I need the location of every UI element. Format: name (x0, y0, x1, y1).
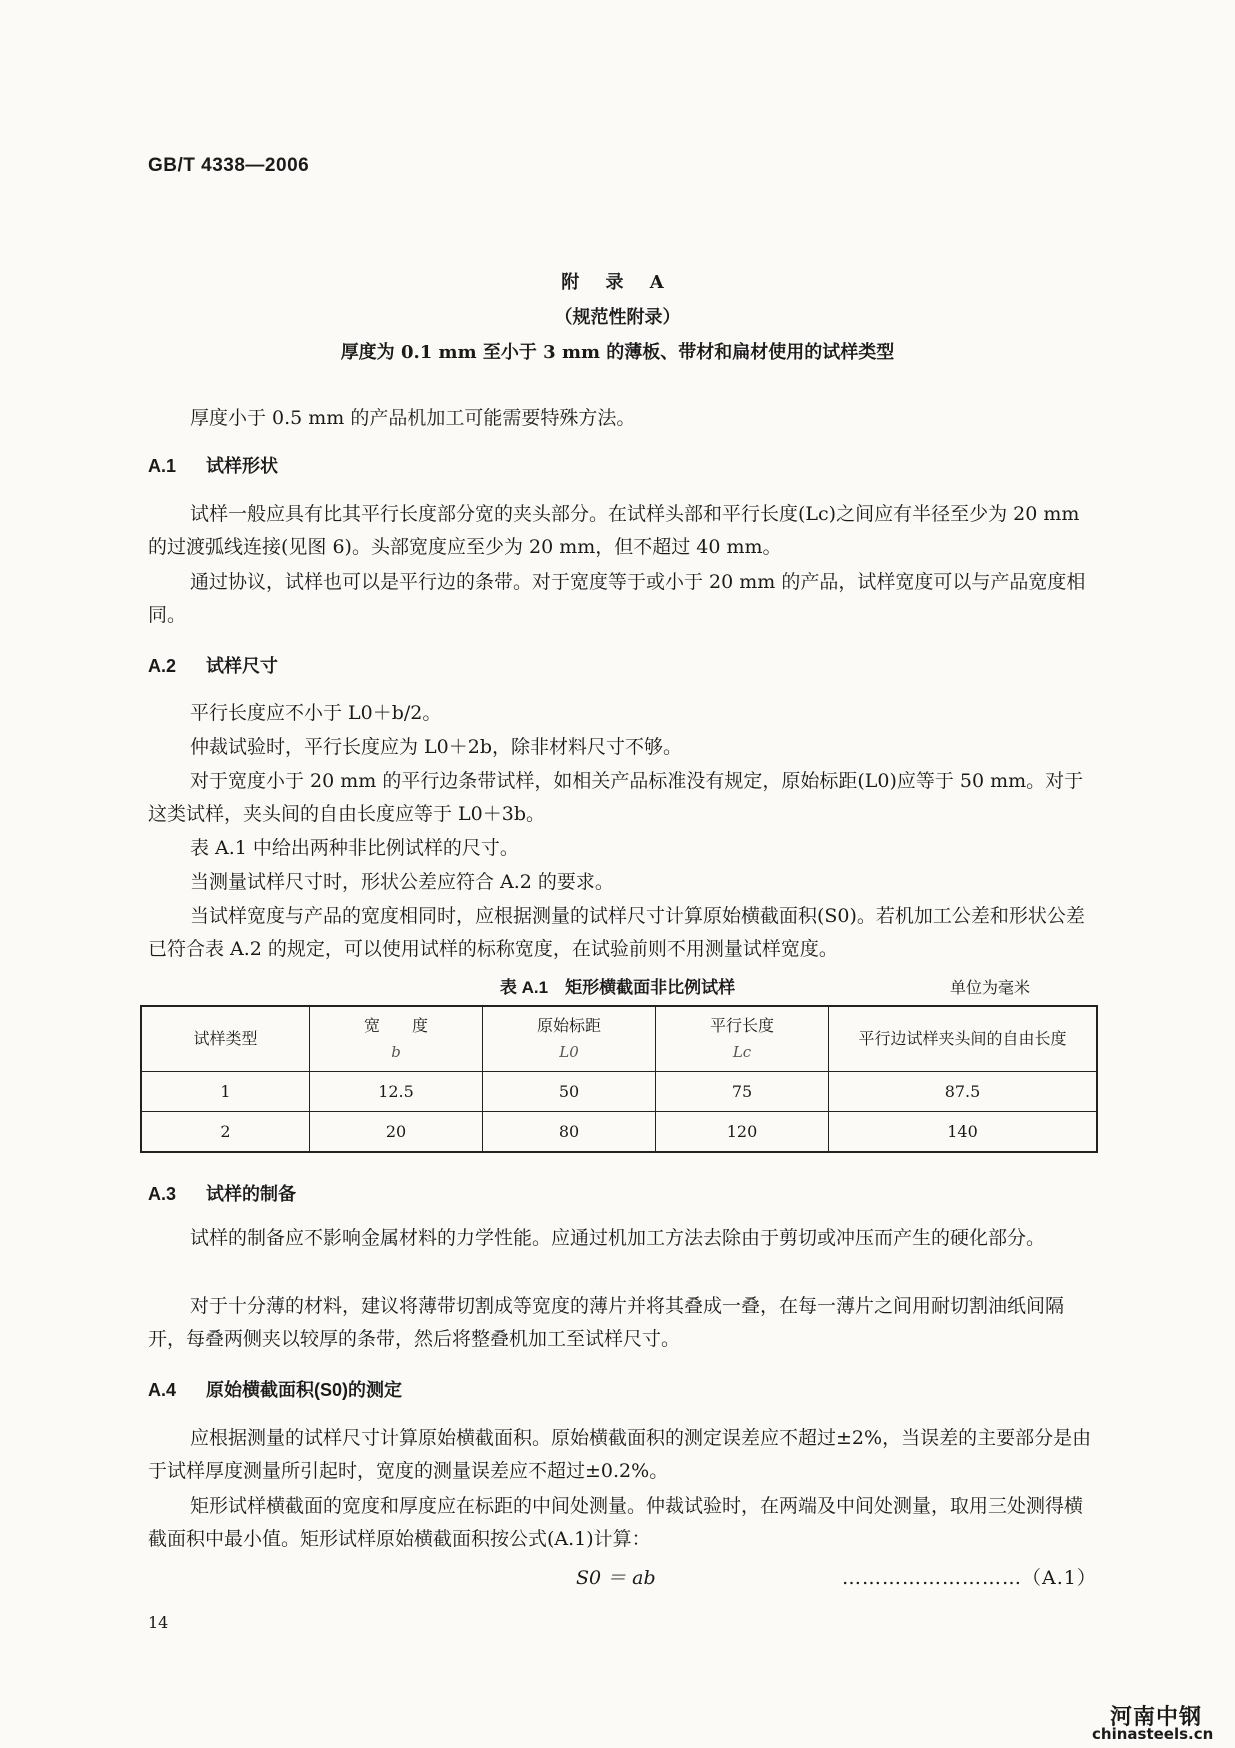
table-cell: 120 (656, 1112, 829, 1153)
table-unit: 单位为毫米 (950, 978, 1031, 997)
table-row (141, 1112, 1097, 1153)
formula: S0 ＝ ab (576, 1567, 656, 1589)
document-id: GB/T 4338—2006 (148, 155, 310, 176)
section-heading-a2 (148, 652, 278, 678)
intro-paragraph: 厚度小于 0.5 mm 的产品机加工可能需要特殊方法。 (190, 407, 636, 429)
header-symbol: L0 (559, 1043, 579, 1061)
header-cell: 试样类型 (141, 1006, 310, 1072)
table-row (141, 1072, 1097, 1112)
header-symbol: Lc (732, 1043, 752, 1061)
section-title: 试样尺寸 (206, 656, 278, 676)
header-cell: 平行长度 Lc (656, 1006, 829, 1072)
table-cell: 75 (656, 1072, 829, 1112)
a4-paragraph-2: 矩形试样横截面的宽度和厚度应在标距的中间处测量。仲裁试验时，在两端及中间处测量，取用三处测得横截面积中最小值。矩形试样原始横截面积按公式(A.1)计算： (148, 1495, 1084, 1550)
header-cell: 平行边试样夹头间的自由长度 (829, 1006, 1098, 1072)
table-cell: 12.5 (310, 1072, 483, 1112)
table-cell: 140 (829, 1112, 1098, 1153)
table-cell: 80 (483, 1112, 656, 1153)
page-number: 14 (148, 1613, 169, 1632)
section-heading-a4 (148, 1376, 402, 1402)
section-number: A.2 (148, 656, 177, 676)
section-heading-a3 (148, 1180, 296, 1206)
appendix-heading: 厚度为 0.1 mm 至小于 3 mm 的薄板、带材和扁材使用的试样类型 (340, 342, 895, 363)
appendix-title: 附 录 A (561, 272, 674, 293)
section-number: A.3 (148, 1184, 177, 1204)
section-number: A.4 (148, 1380, 177, 1400)
a2-paragraph-3: 对于宽度小于 20 mm 的平行边条带试样，如相关产品标准没有规定，原始标距(L0)应等于 50 mm。对于这类试样，夹头间的自由长度应等于 L0＋3b。 (148, 770, 1084, 825)
section-title: 原始横截面积(S0)的测定 (206, 1380, 403, 1400)
a1-paragraph-2: 通过协议，试样也可以是平行边的条带。对于宽度等于或小于 20 mm 的产品，试样宽度可以与产品宽度相同。 (148, 571, 1086, 626)
a2-paragraph-4: 表 A.1 中给出两种非比例试样的尺寸。 (190, 837, 519, 859)
a2-paragraph-5: 当测量试样尺寸时，形状公差应符合 A.2 的要求。 (190, 871, 614, 893)
section-title: 试样的制备 (206, 1184, 296, 1204)
header-cell: 宽 度 b (310, 1006, 483, 1072)
specimen-table (140, 1005, 1098, 1153)
table-cell: 20 (310, 1112, 483, 1153)
appendix-subtitle: （规范性附录） (554, 307, 681, 328)
table-cell: 2 (141, 1112, 310, 1153)
a1-paragraph-1: 试样一般应具有比其平行长度部分宽的夹头部分。在试样头部和平行长度(Lc)之间应有半径至少为 20 mm 的过渡弧线连接(见图 6)。头部宽度应至少为 20 mm，但不超过 40 mm。 (148, 503, 1080, 558)
section-number: A.1 (148, 456, 177, 476)
a3-paragraph-1: 试样的制备应不影响金属材料的力学性能。应通过机加工方法去除由于剪切或冲压而产生的硬化部分。 (190, 1227, 1046, 1249)
a3-paragraph-2: 对于十分薄的材料，建议将薄带切割成等宽度的薄片并将其叠成一叠，在每一薄片之间用耐切割油纸间隔开，每叠两侧夹以较厚的条带，然后将整叠机加工至试样尺寸。 (148, 1295, 1065, 1350)
a2-paragraph-6: 当试样宽度与产品的宽度相同时，应根据测量的试样尺寸计算原始横截面积(S0)。若机加工公差和形状公差已符合表 A.2 的规定，可以使用试样的标称宽度，在试验前则不用测量试样宽度。 (148, 905, 1085, 960)
formula-number: ………………………（A.1） (842, 1567, 1097, 1589)
a2-paragraph-1: 平行长度应不小于 L0＋b/2。 (190, 702, 442, 724)
a2-paragraph-2: 仲裁试验时，平行长度应为 L0＋2b，除非材料尺寸不够。 (190, 736, 682, 758)
table-header-row (141, 1006, 1097, 1072)
section-heading-a1 (148, 452, 278, 478)
table-cell: 87.5 (829, 1072, 1098, 1112)
table-cell: 50 (483, 1072, 656, 1112)
section-title: 试样形状 (206, 456, 278, 476)
header-cell: 原始标距 L0 (483, 1006, 656, 1072)
watermark-logo-text: 河南中钢 (1110, 1705, 1203, 1730)
watermark-url: chinasteels.cn (1092, 1725, 1214, 1743)
a4-paragraph-1: 应根据测量的试样尺寸计算原始横截面积。原始横截面积的测定误差应不超过±2%，当误差的主要部分是由于试样厚度测量所引起时，宽度的测量误差应不超过±0.2%。 (148, 1427, 1092, 1482)
table-caption: 表 A.1 矩形横截面非比例试样 (499, 978, 736, 997)
header-symbol: b (391, 1043, 401, 1061)
table-cell: 1 (141, 1072, 310, 1112)
